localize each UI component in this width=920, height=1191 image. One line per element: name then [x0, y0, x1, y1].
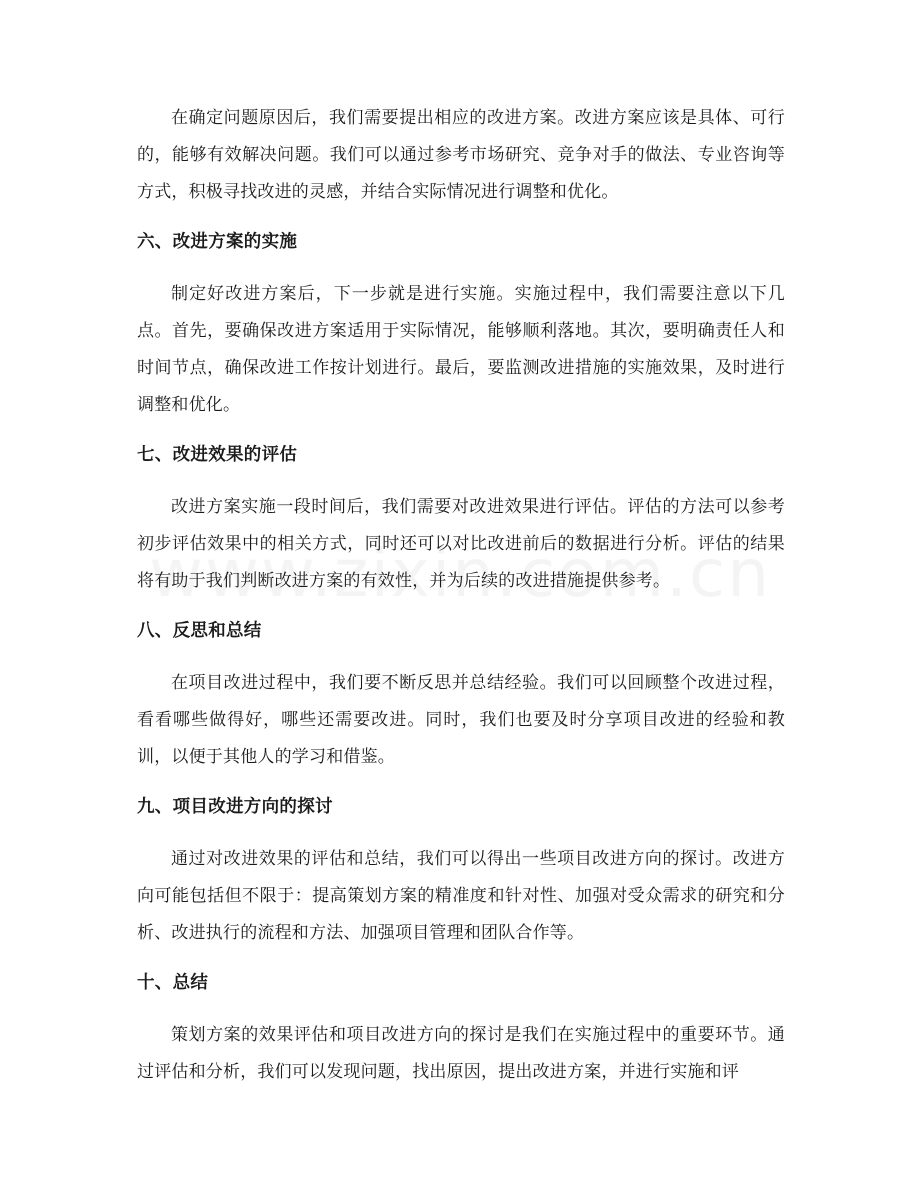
heading-section-9: 九、项目改进方向的探讨	[137, 797, 333, 817]
paragraph-intro: 在确定问题原因后，我们需要提出相应的改进方案。改进方案应该是具体、可行的，能够有效解决问题。我们可以通过参考市场研究、竞争对手的做法、专业咨询等方式，积极寻找改进的灵感，并结合实际情况进行调整和优化。	[137, 108, 785, 202]
paragraph-section-9: 通过对改进效果的评估和总结，我们可以得出一些项目改进方向的探讨。改进方向可能包括但不限于：提高策划方案的精准度和针对性、加强对受众需求的研究和分析、改进执行的流程和方法、加强项目管理和团队合作等。	[137, 849, 785, 943]
heading-section-6: 六、改进方案的实施	[137, 232, 298, 252]
heading-section-8: 八、反思和总结	[137, 621, 262, 641]
paragraph-section-10: 策划方案的效果评估和项目改进方向的探讨是我们在实施过程中的重要环节。通过评估和分析，我们可以发现问题，找出原因，提出改进方案，并进行实施和评	[137, 1025, 785, 1082]
paragraph-section-8: 在项目改进过程中，我们要不断反思并总结经验。我们可以回顾整个改进过程，看看哪些做得好，哪些还需要改进。同时，我们也要及时分享项目改进的经验和教训，以便于其他人的学习和借鉴。	[137, 673, 785, 767]
document-body	[137, 100, 785, 1091]
heading-section-7: 七、改进效果的评估	[137, 445, 298, 465]
paragraph-section-6: 制定好改进方案后，下一步就是进行实施。实施过程中，我们需要注意以下几点。首先，要确保改进方案适用于实际情况，能够顺利落地。其次，要明确责任人和时间节点，确保改进工作按计划进行。最后，要监测改进措施的实施效果，及时进行调整和优化。	[137, 284, 785, 415]
paragraph-section-7: 改进方案实施一段时间后，我们需要对改进效果进行评估。评估的方法可以参考初步评估效果中的相关方式，同时还可以对比改进前后的数据进行分析。评估的结果将有助于我们判断改进方案的有效性，并为后续的改进措施提供参考。	[137, 497, 785, 591]
heading-section-10: 十、总结	[137, 973, 209, 993]
